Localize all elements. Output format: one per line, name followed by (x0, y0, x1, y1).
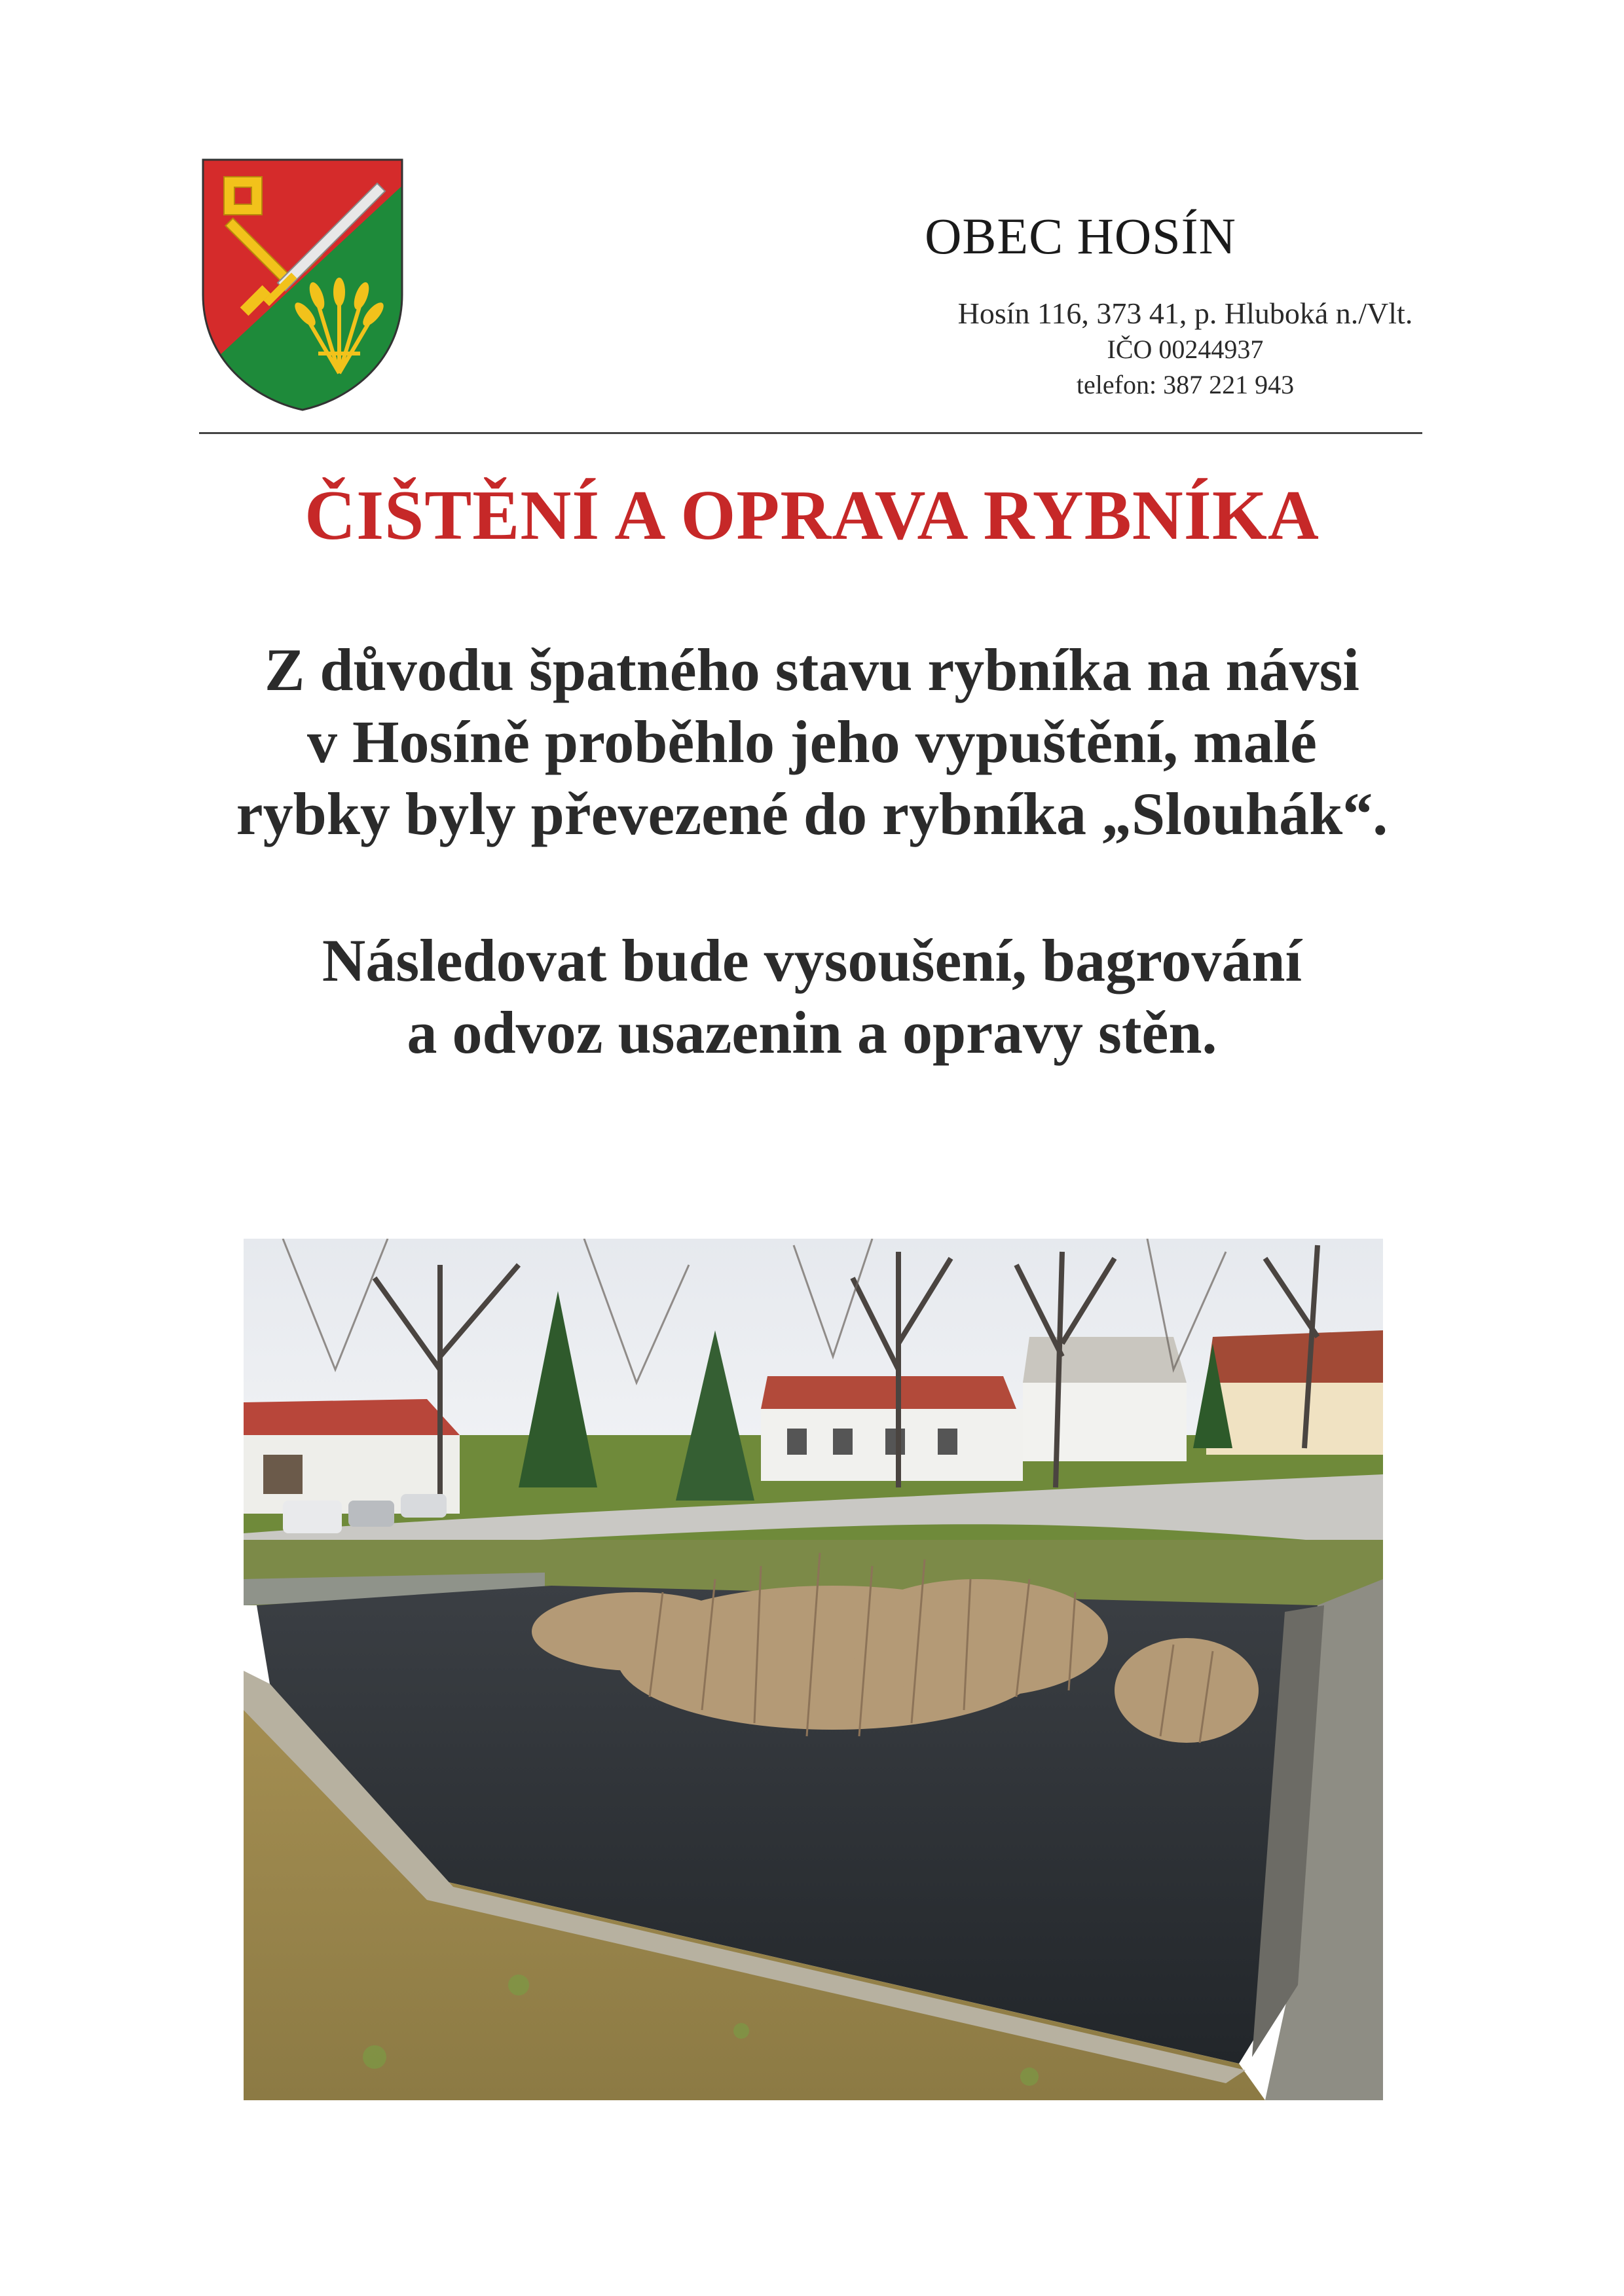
coat-of-arms-icon (200, 157, 405, 411)
drained-pond-photo (244, 1239, 1383, 2100)
paragraph-1-line: v Hosíně proběhlo jeho vypuštění, malé (307, 708, 1317, 775)
paragraph-1-line: rybky byly převezené do rybníka „Slouhák“. (236, 780, 1388, 847)
organization-phone: telefon: 387 221 943 (1076, 370, 1295, 399)
notice-paragraph-1 (118, 634, 1506, 850)
organization-address: Hosín 116, 373 41, p. Hluboká n./Vlt. (957, 297, 1413, 330)
paragraph-2-line: a odvoz usazenin a opravy stěn. (407, 999, 1217, 1066)
notice-paragraph-2 (118, 924, 1506, 1068)
organization-ico: IČO 00244937 (1107, 335, 1264, 364)
header-divider (199, 432, 1422, 434)
organization-name: OBEC HOSÍN (925, 208, 1236, 264)
notice-title: ČIŠTĚNÍ A OPRAVA RYBNÍKA (304, 477, 1320, 555)
paragraph-1-line: Z důvodu špatného stavu rybníka na návsi (265, 636, 1359, 703)
paragraph-2-line: Následovat bude vysoušení, bagrování (322, 927, 1302, 994)
